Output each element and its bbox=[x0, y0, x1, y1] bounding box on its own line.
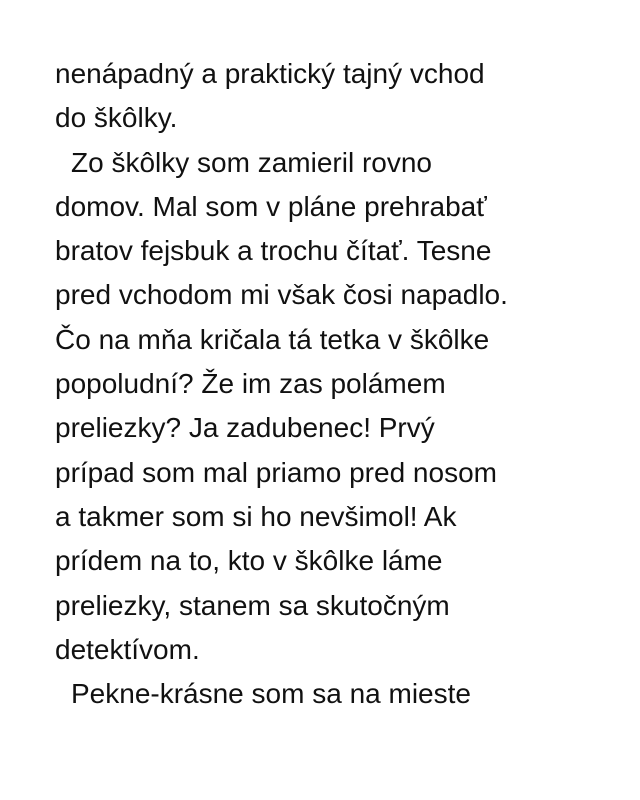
text-line: nenápadný a praktický tajný vchod bbox=[55, 58, 485, 89]
text-line: bratov fejsbuk a trochu čítať. Tesne bbox=[55, 235, 492, 267]
text-line: detektívom. bbox=[55, 633, 200, 665]
text-line: preliezky? Ja zadubenec! Prvý bbox=[55, 412, 435, 444]
text-line: domov. Mal som v pláne prehrabať bbox=[55, 190, 487, 222]
body-text bbox=[55, 52, 615, 716]
text-line: preliezky, stanem sa skutočným bbox=[55, 589, 450, 621]
text-line: prídem na to, kto v škôlke láme bbox=[55, 545, 443, 577]
text-line: prípad som mal priamo pred nosom bbox=[55, 456, 497, 488]
text-line: Zo škôlky som zamieril rovno bbox=[71, 146, 432, 178]
text-line: Čo na mňa kričala tá tetka v škôlke bbox=[55, 323, 490, 355]
text-line: pred vchodom mi však čosi napadlo. bbox=[55, 279, 508, 311]
text-line: a takmer som si ho nevšimol! Ak bbox=[55, 500, 457, 532]
text-line: Pekne-krásne som sa na mieste bbox=[71, 678, 471, 710]
text-line: popoludní? Že im zas polámem bbox=[55, 368, 446, 400]
text-line: do škôlky. bbox=[55, 102, 178, 134]
